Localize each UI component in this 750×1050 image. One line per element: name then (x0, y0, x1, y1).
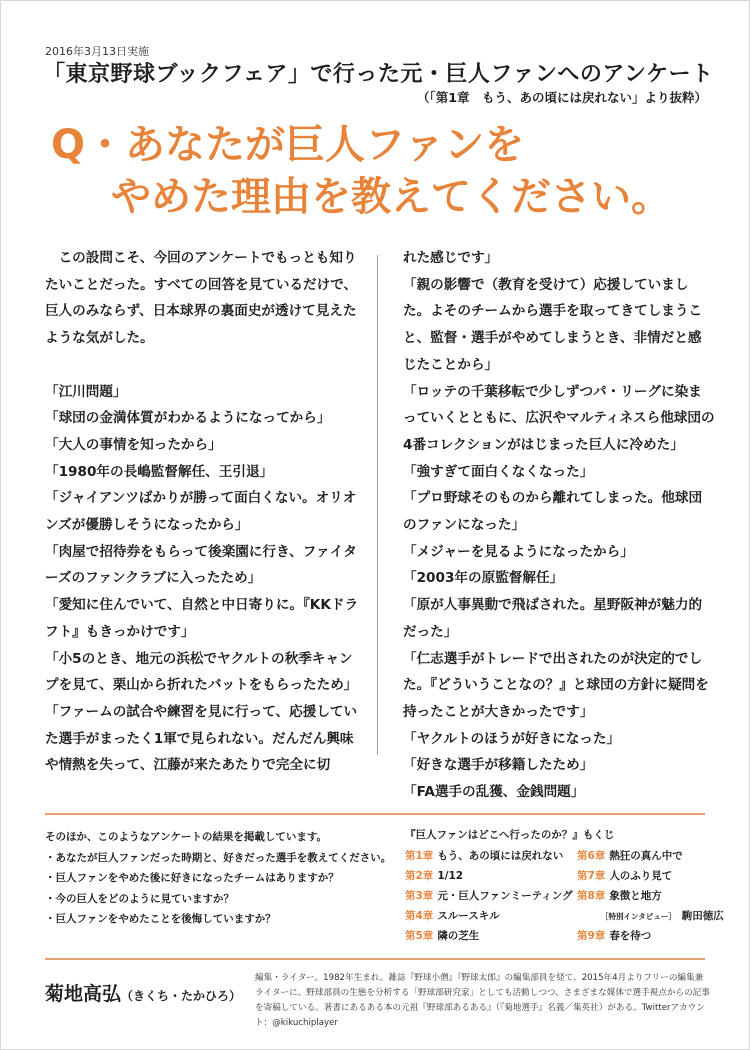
also-published-item: ・今の巨人をどのように見ていますか？ (45, 892, 234, 905)
contents-title: 『巨人ファンはどこへ行ったのか？』もくじ (405, 829, 615, 841)
answer-item: 「仁志選手がトレードで出されたのが決定的でした。『どういうことなの？』と球団の方針に疑問を持ったことが大きかったです」 (403, 650, 709, 720)
chapter-number: 第2章 (405, 870, 434, 882)
answer-item: 「2003年の原監督解任」 (403, 570, 564, 587)
chapter-entry (405, 866, 463, 886)
also-published-item: ・巨人ファンをやめた後に好きになったチームはありますか？ (45, 872, 339, 884)
answer-item: 「愛知に住んでいて、自然と中日寄りに。『KKドラフト』もきっかけです」 (45, 597, 359, 640)
answer-item: 「肉屋で招待券をもらって後楽園に行き、ファイターズのファンクラブに入ったため」 (45, 543, 357, 587)
left-column (45, 245, 365, 779)
author-bio (255, 971, 711, 1031)
author-reading: （きくち・たかひろ） (121, 989, 242, 1003)
chapter-entry (577, 846, 683, 866)
section-divider-top (45, 813, 705, 815)
also-published-item: ・巨人ファンをやめたことを後悔していますか？ (45, 913, 276, 925)
answer-item: 「強すぎて面白くなくなった」 (403, 463, 594, 480)
survey-date: 2016年3月13日実施 (45, 45, 149, 58)
chapter-entry (405, 926, 479, 946)
chapter-title: スルースキル (437, 910, 500, 922)
also-published-intro: そのほか、このようなアンケートの結果を掲載しています。 (45, 831, 328, 843)
author-bio-text: 編集・ライター。1982年生まれ。雑誌『野球小僧』『野球太郎』の編集部員を経て、2015年4月よりフリーの編集兼ライターに。野球部員の生態を分析する「野球部研究家」としても活動しつつ、さまざまな媒体で選手視点からの記事を寄稿している。著書にあるある本の元祖『野球部あるある』（『菊地選手』名義／集英社）がある。Twitterアカウント：@kikuchiplayer (255, 973, 710, 1028)
right-column (403, 245, 715, 806)
chapter-entry (601, 906, 724, 927)
section-divider-bottom (45, 958, 705, 960)
answer-item: 「プロ野球そのものから離れてしまった。他球団のファンになった」 (403, 490, 703, 534)
answer-item: 「1980年の長嶋監督解任、王引退」 (45, 463, 274, 480)
column-divider (377, 255, 378, 755)
chapter-title: 熱狂の真ん中で (609, 850, 683, 862)
answer-item: 「FA選手の乱獲、金銭問題」 (403, 784, 585, 801)
chapter-title: 駒田徳広 (681, 910, 724, 922)
question-line-1: Q・あなたが巨人ファンを (51, 122, 525, 168)
author-name: 菊地高弘 (45, 983, 122, 1005)
chapter-number: 第4章 (405, 910, 434, 922)
answer-item: 「大人の事情を知ったから」 (45, 436, 222, 453)
answer-item: 「親の影響で（教育を受けて）応援していました。よそのチームから選手を取ってきてしまうこと、監督・選手がやめてしまうとき、非情だと感じたことから」 (403, 276, 703, 373)
survey-subtitle: （「第1章 もう、あの頃には戻れない」より抜粋） (417, 90, 707, 105)
intro-paragraph: この設問こそ、今回のアンケートでもっとも知りたいことだった。すべての回答を見ているだけで、巨人のみならず、日本球界の裏面史が透けて見えたような気がした。 (45, 250, 358, 347)
chapter-number: 第6章 (577, 850, 606, 862)
answer-item: 「球団の金満体質がわかるようになってから」 (45, 410, 331, 427)
chapter-number: 第5章 (405, 930, 434, 942)
chapter-number: 第7章 (577, 870, 606, 882)
table-of-contents (405, 826, 724, 946)
answer-item: 「ロッテの千葉移転で少しずつパ・リーグに染まっていくとともに、広沢やマルティネスら他球団の4番コレクションがはじまった巨人に冷めた」 (403, 383, 715, 453)
answer-item: れた感じです」 (403, 250, 499, 266)
also-published-item: ・あなたが巨人ファンだった時期と、好きだった選手を教えてください。 (45, 851, 392, 864)
answer-item: 「原が人事異動で飛ばされた。星野阪神が魅力的だった」 (403, 597, 703, 640)
chapter-number: 第9章 (577, 930, 606, 942)
chapter-title: 人のふり見て (609, 870, 673, 882)
answer-item: 「ファームの試合や練習を見に行って、応援していた選手がまったく1軍で見られない。だんだん興味や情熱を失って、江藤が来たあたりで完全に切 (45, 703, 358, 774)
chapter-title: 元・巨人ファンミーティング (437, 890, 573, 902)
chapter-entry (577, 886, 662, 906)
chapter-title: 1/12 (437, 870, 464, 882)
special-interview-tag: ［特別インタビュー］ (601, 912, 676, 921)
answer-item: 「好きな選手が移籍したため」 (403, 757, 594, 774)
author-name-block (45, 979, 241, 1006)
chapter-number: 第8章 (577, 890, 606, 902)
chapter-title: 象徴と地方 (609, 890, 662, 902)
question-line-2: やめた理由を教えてください。 (111, 174, 671, 220)
survey-title: 「東京野球ブックフェア」で行った元・巨人ファンへのアンケート (43, 62, 714, 87)
answer-item: 「ヤクルトのほうが好きになった」 (403, 730, 621, 747)
chapter-number: 第3章 (405, 890, 434, 902)
chapter-title: もう、あの頃には戻れない (437, 850, 564, 862)
answer-item: 「小5のとき、地元の浜松でヤクルトの秋季キャンプを見て、栗山から折れたバットをもらったため」 (45, 650, 358, 694)
answer-item: 「ジャイアンツばかりが勝って面白くない。オリオンズが優勝しそうになったから」 (45, 490, 357, 534)
answer-item: 「メジャーを見るようになったから」 (403, 543, 634, 560)
chapter-entry (405, 886, 573, 906)
answer-item: 「江川問題」 (45, 383, 127, 400)
chapter-number: 第1章 (405, 850, 434, 862)
chapter-title: 春を待つ (609, 930, 652, 942)
chapter-entry (577, 926, 651, 946)
chapter-entry (405, 846, 563, 866)
chapter-list (405, 846, 724, 946)
chapter-entry (577, 866, 672, 886)
chapter-title: 隣の芝生 (437, 930, 480, 942)
also-published-list (45, 827, 395, 930)
chapter-entry (405, 906, 500, 926)
question-heading (51, 119, 671, 223)
